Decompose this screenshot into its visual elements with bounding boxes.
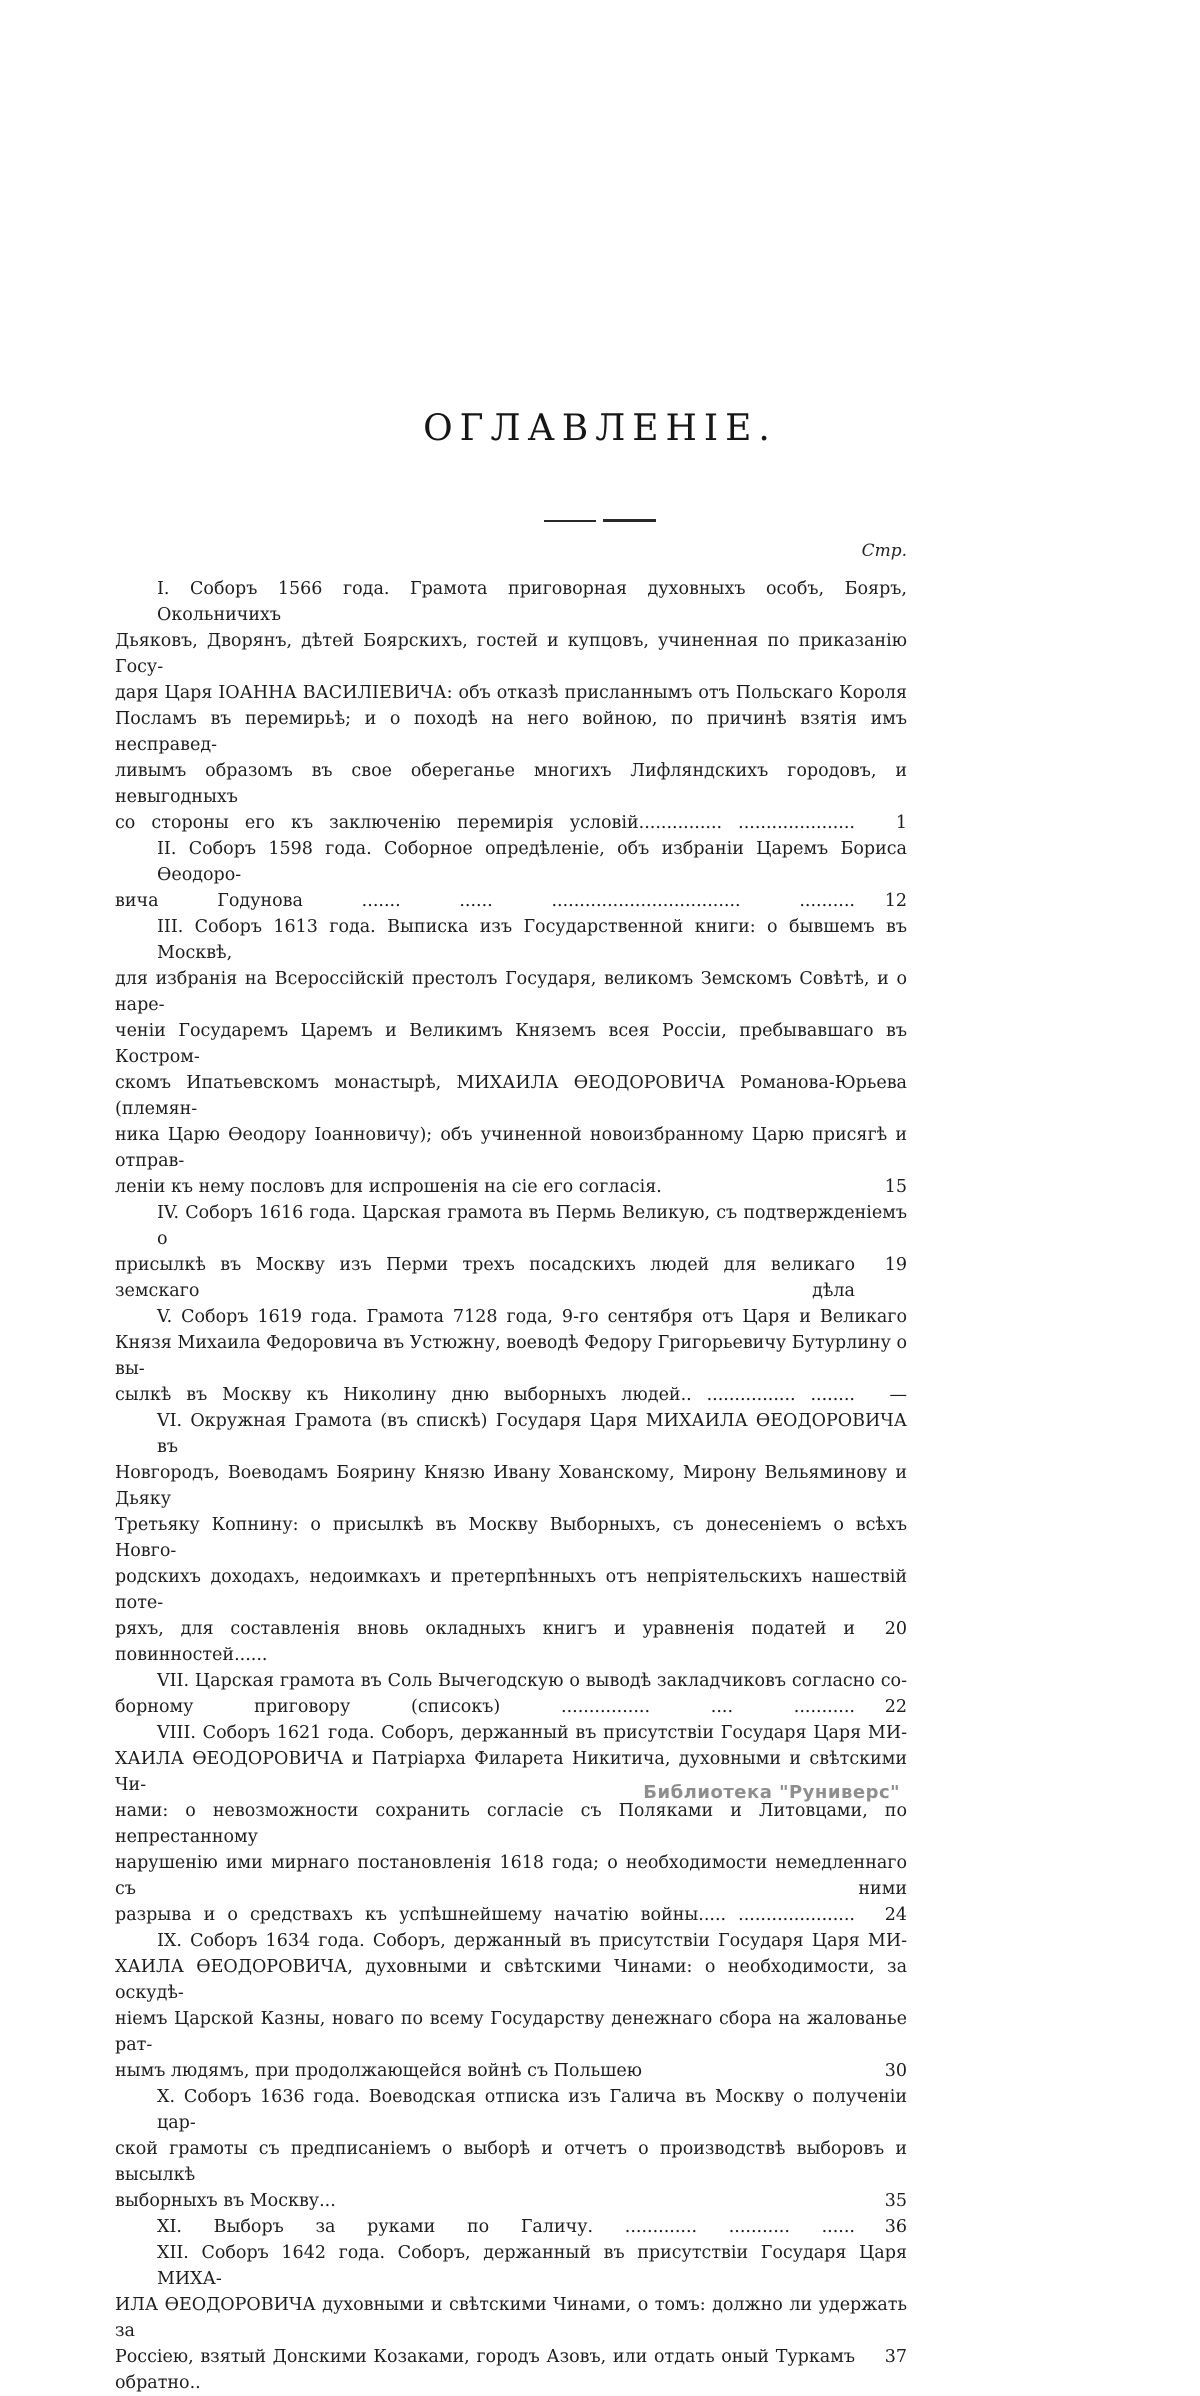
toc-line: нами: о невозможности сохранить согласіе съ Поляками и Литовцами, по непрестанному [115,1801,907,1847]
toc-line-text: выборныхъ въ Москву... [115,2191,336,2211]
toc-line: I. Соборъ 1566 года. Грамота приговорная духовныхъ особъ, Бояръ, Окольничихъ [157,579,907,625]
toc-line: VI. Окружная Грамота (въ спискѣ) Государя Царя МИХАИЛА ѲЕОДОРОВИЧА въ [157,1411,907,1457]
toc-line-text: вича Годунова ....... ...... .................................. .......... [115,891,855,911]
toc-page-number: 20 [884,1619,907,1639]
toc-line [115,1616,907,1668]
page-column-header: Стр. [861,541,907,561]
toc-line: ской грамоты съ предписаніемъ о выборѣ и отчетъ о производствѣ выборовъ и высылкѣ [115,2139,907,2185]
toc-line: IX. Соборъ 1634 года. Соборъ, держанный въ присутствіи Государя Царя МИ- [157,1931,907,1951]
toc-page-number: 19 [884,1255,907,1275]
toc-page-number: 12 [884,891,907,911]
toc-line: скомъ Ипатьевскомъ монастырѣ, МИХАИЛА ѲЕОДОРОВИЧА Романова-Юрьева (племян- [115,1073,907,1119]
toc-line-text: разрыва и о средствахъ къ успѣшнейшему начатію войны..... ..................... [115,1905,855,1925]
toc-page-number: 37 [884,2347,907,2367]
toc-line [115,810,907,836]
toc-line: для избранія на Всероссійскій престолъ Государя, великомъ Земскомъ Совѣтѣ, и о наре- [115,969,907,1015]
toc-line-text: леніи къ нему пословъ для испрошенія на сіе его согласія. [115,1177,662,1197]
page-title: ОГЛАВЛЕНІЕ. [423,408,777,449]
toc-line: Князя Михаила Федоровича въ Устюжну, воеводѣ Федору Григорьевичу Бутурлину о вы- [115,1333,907,1379]
toc-line [115,888,907,914]
toc-line-text: XI. Выборъ за руками по Галичу. ............. ........... ...... [157,2217,855,2237]
toc-line [115,1902,907,1928]
toc-line: IV. Соборъ 1616 года. Царская грамота въ Пермь Великую, съ подтвержденіемъ о [157,1203,907,1249]
toc-page-number: 24 [884,1905,907,1925]
toc-page-number: 35 [884,2191,907,2211]
toc-line: даря Царя ІОАННА ВАСИЛІЕВИЧА: объ отказѣ присланнымъ отъ Польскаго Короля [115,683,907,703]
toc-line-text: сылкѣ въ Москву къ Николину дню выборныхъ людей.. ................ ........ [115,1385,855,1405]
toc-line [115,2214,907,2240]
toc-line [115,2188,907,2214]
toc-entries [115,576,907,2396]
divider-segment [544,520,596,522]
toc-line: VII. Царская грамота въ Соль Вычегодскую о выводѣ закладчиковъ согласно со- [157,1671,907,1691]
toc-page-number: 1 [895,813,907,833]
toc-line: Посламъ въ перемирьѣ; и о походѣ на него войною, по причинѣ взятія имъ несправед- [115,709,907,755]
toc-line: VIII. Соборъ 1621 года. Соборъ, держанный въ присутствіи Государя Царя МИ- [157,1723,907,1743]
toc-line: ніемъ Царской Казны, новаго по всему Государству денежнаго сбора на жалованье рат- [115,2009,907,2055]
toc-line: Новгородъ, Воеводамъ Боярину Князю Ивану Хованскому, Мирону Вельяминову и Дьяку [115,1463,907,1509]
toc-line-text: борному приговору (списокъ) ................ .... ........... [115,1697,855,1717]
library-watermark: Библиотека "Руниверс" [643,1782,900,1803]
toc-line [115,2344,907,2396]
toc-page-number: 22 [884,1697,907,1717]
toc-line: Дьяковъ, Дворянъ, дѣтей Боярскихъ, гостей и купцовъ, учиненная по приказанію Госу- [115,631,907,677]
title-divider [544,519,656,522]
toc-line [115,1174,907,1200]
toc-line: III. Соборъ 1613 года. Выписка изъ Государственной книги: о бывшемъ въ Москвѣ, [157,917,907,963]
toc-line: родскихъ доходахъ, недоимкахъ и претерпѣнныхъ отъ непріятельскихъ нашествій поте- [115,1567,907,1613]
toc-line [115,2058,907,2084]
toc-line: ника Царю Ѳеодору Іоанновичу); объ учиненной новоизбранному Царю присягѣ и отправ- [115,1125,907,1171]
toc-line-text: Россіею, взятый Донскими Козаками, городъ Азовъ, или отдать оный Туркамъ обратно.. [115,2347,855,2393]
toc-line: нарушенію ими мирнаго постановленія 1618 года; о необходимости немедленнаго съ ними [115,1853,907,1899]
toc-line: XII. Соборъ 1642 года. Соборъ, держанный въ присутствіи Государя Царя МИХА- [157,2243,907,2289]
toc-line: II. Соборъ 1598 года. Соборное опредѣленіе, объ избраніи Царемъ Бориса Ѳеодоро- [157,839,907,885]
toc-line: V. Соборъ 1619 года. Грамота 7128 года, 9-го сентября отъ Царя и Великаго [157,1307,907,1327]
toc-line: ХАИЛА ѲЕОДОРОВИЧА и Патріарха Филарета Никитича, духовными и свѣтскими Чи- [115,1749,907,1795]
toc-line [115,1252,907,1304]
toc-line: ливымъ образомъ въ свое обереганье многихъ Лифляндскихъ городовъ, и невыгодныхъ [115,761,907,807]
toc-line: ХАИЛА ѲЕОДОРОВИЧА, духовными и свѣтскими Чинами: о необходимости, за оскудѣ- [115,1957,907,2003]
toc-line: ченіи Государемъ Царемъ и Великимъ Княземъ всея Россіи, пребывавшаго въ Костром- [115,1021,907,1067]
toc-page-number: 15 [884,1177,907,1197]
toc-line: X. Соборъ 1636 года. Воеводская отписка изъ Галича въ Москву о полученіи цар- [157,2087,907,2133]
toc-page-number: 30 [884,2061,907,2081]
toc-page-number: 36 [884,2217,907,2237]
toc-line [115,1694,907,1720]
toc-line-text: присылкѣ въ Москву изъ Перми трехъ посадскихъ людей для великаго земскаго дѣла [115,1255,855,1301]
toc-line: ИЛА ѲЕОДОРОВИЧА духовными и свѣтскими Чинами, о томъ: должно ли удержать за [115,2295,907,2341]
divider-segment [603,519,656,522]
toc-line-text: со стороны его къ заключенію перемирія условій............... ..................... [115,813,855,833]
toc-page-number: — [889,1385,907,1405]
toc-line-text: ряхъ, для составленія вновь окладныхъ книгъ и уравненія податей и повинностей...... [115,1619,855,1665]
toc-line [115,1382,907,1408]
toc-line-text: нымъ людямъ, при продолжающейся войнѣ съ Польшею [115,2061,642,2081]
toc-line: Третьяку Копнину: о присылкѣ въ Москву Выборныхъ, съ донесеніемъ о всѣхъ Новго- [115,1515,907,1561]
